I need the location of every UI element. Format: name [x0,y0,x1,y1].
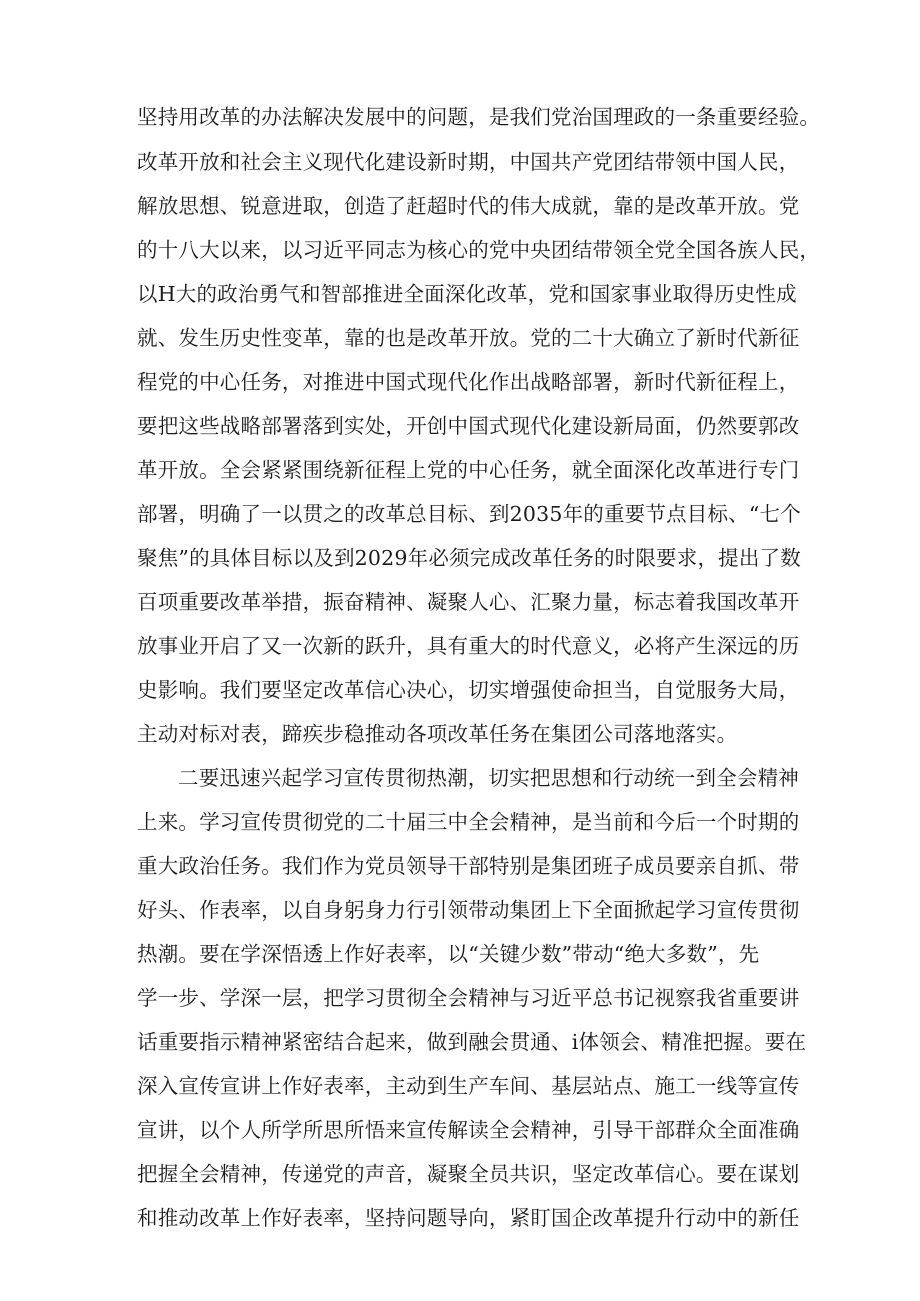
paragraph-start-line: 二要迅速兴起学习宣传贯彻热潮，切实把思想和行动统一到全会精神 [178,766,799,790]
text-line: 宣讲，以个人所学所思所悟来宣传解读全会精神，引导干部群众全面准确 [137,1118,800,1142]
text-line: 百项重要改革举措，振奋精神、凝聚人心、汇聚力量，标志着我国改革开 [137,590,800,614]
text-line: 把握全会精神，传递党的声音，凝聚全员共识，坚定改革信心。要在谋划 [137,1162,800,1186]
text-line: 重大政治任务。我们作为党员领导干部特别是集团班子成员要亲自抓、带 [137,854,800,878]
text-line: 革开放。全会紧紧围绕新征程上党的中心任务，就全面深化改革进行专门 [137,458,800,482]
text-line: 放事业开启了又一次新的跃升，具有重大的时代意义，必将产生深远的历 [137,634,800,658]
text-line: 深入宣传宣讲上作好表率，主动到生产车间、基层站点、施工一线等宣传 [137,1074,800,1098]
text-line: 部署，明确了一以贯之的改革总目标、到2035年的重要节点目标、“七个 [137,502,801,526]
text-line: 主动对标对表，蹄疾步稳推动各项改革任务在集团公司落地落实。 [137,722,738,746]
text-line: 改革开放和社会主义现代化建设新时期，中国共产党团结带领中国人民， [137,150,800,174]
text-line: 史影响。我们要坚定改革信心决心，切实增强使命担当，自觉服务大局， [137,678,800,702]
text-line: 聚焦”的具体目标以及到2029年必须完成改革任务的时限要求，提出了数 [137,546,801,570]
text-line: 好头、作表率，以自身躬身力行引领带动集团上下全面掀起学习宣传贯彻 [137,898,800,922]
text-line: 就、发生历史性变革，靠的也是改革开放。党的二十大确立了新时代新征 [137,326,800,350]
text-line: 的十八大以来，以习近平同志为核心的党中央团结带领全党全国各族人民， [137,238,821,262]
text-line: 学一步、学深一层，把学习贯彻全会精神与习近平总书记视察我省重要讲 [137,986,800,1010]
text-line: 话重要指示精神紧密结合起来，做到融会贯通、i体领会、精准把握。要在 [137,1030,807,1054]
text-line: 上来。学习宣传贯彻党的二十届三中全会精神，是当前和今后一个时期的 [137,810,800,834]
text-line: 要把这些战略部署落到实处，开创中国式现代化建设新局面，仍然要郭改 [137,414,800,438]
text-line: 热潮。要在学深悟透上作好表率，以“关键少数”带动“绝大多数”，先 [137,942,760,966]
text-line: 和推动改革上作好表率，坚持问题导向，紧盯国企改革提升行动中的新任 [137,1206,800,1230]
text-line: 解放思想、锐意进取，创造了赶超时代的伟大成就，靠的是改革开放。党 [137,194,800,218]
text-line: 程党的中心任务，对推进中国式现代化作出战略部署，新时代新征程上， [137,370,800,394]
text-line: 坚持用改革的办法解决发展中的问题，是我们党治国理政的一条重要经验。 [137,105,821,129]
text-line: 以H大的政治勇气和智部推进全面深化改革，党和国家事业取得历史性成 [137,282,797,306]
